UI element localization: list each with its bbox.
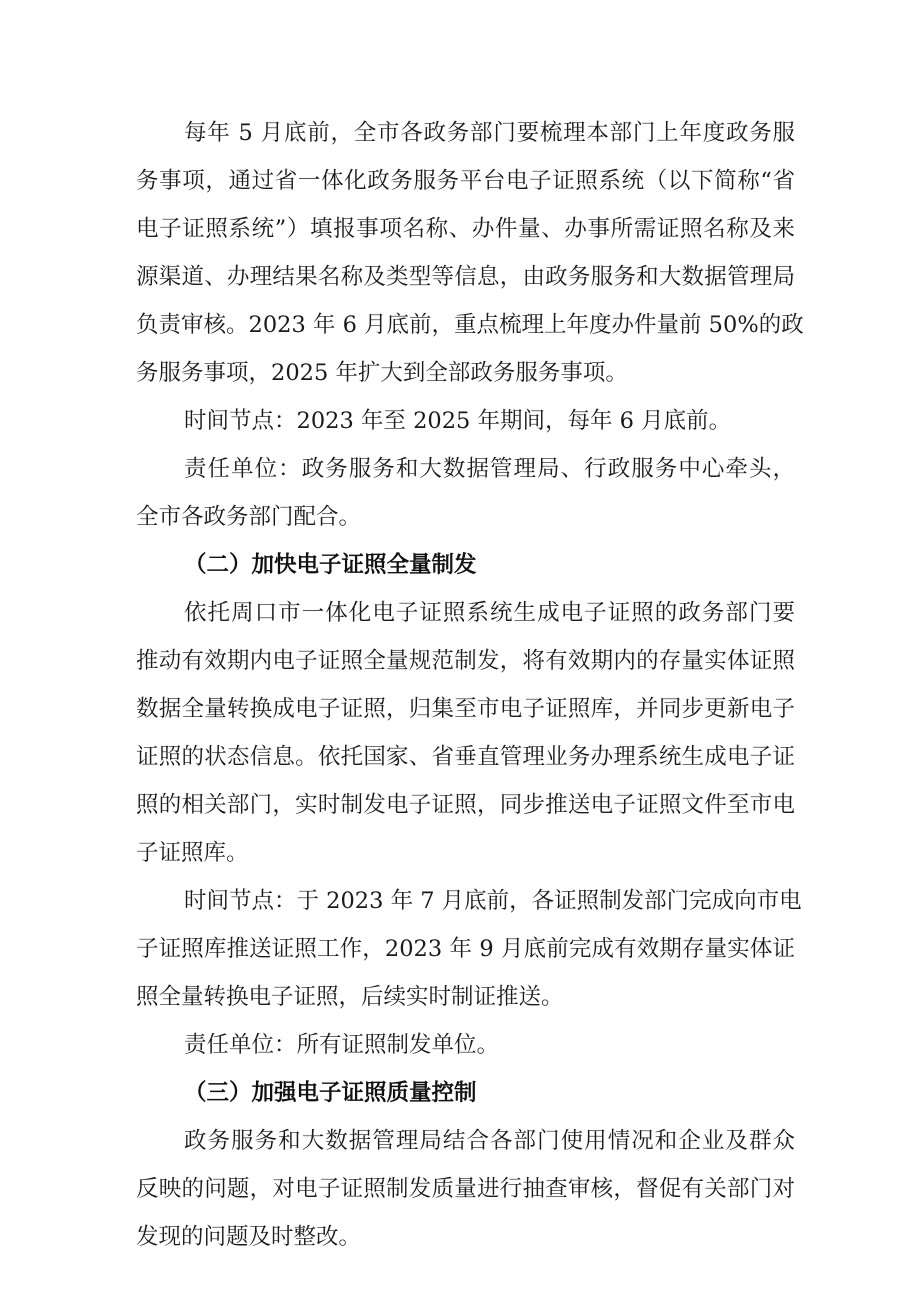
paragraph-line: 电子证照系统”）填报事项名称、办件量、办事所需证照名称及来 — [136, 216, 795, 242]
paragraph-line: 发现的问题及时整改。 — [136, 1224, 362, 1250]
responsible-unit-text: 责任单位：所有证照制发单位。 — [184, 1032, 500, 1058]
paragraph-line: 依托周口市一体化电子证照系统生成电子证照的政务部门要 — [184, 600, 795, 626]
paragraph-line: 子证照库。 — [136, 840, 249, 866]
paragraph-line: 推动有效期内电子证照全量规范制发，将有效期内的存量实体证照 — [136, 648, 795, 674]
time-node-text: 照全量转换电子证照，后续实时制证推送。 — [136, 984, 564, 1010]
paragraph-line: 政务服务和大数据管理局结合各部门使用情况和企业及群众 — [184, 1128, 795, 1154]
responsible-unit-text: 责任单位：政务服务和大数据管理局、行政服务中心牵头， — [184, 456, 795, 482]
responsible-unit-text: 全市各政务部门配合。 — [136, 504, 362, 530]
paragraph-line: 照的相关部门，实时制发电子证照，同步推送电子证照文件至市电 — [136, 792, 795, 818]
section-heading: （三）加强电子证照质量控制 — [184, 1080, 477, 1106]
paragraph-line: 反映的问题，对电子证照制发质量进行抽查审核，督促有关部门对 — [136, 1176, 795, 1202]
paragraph-line: 数据全量转换成电子证照，归集至市电子证照库，并同步更新电子 — [136, 696, 795, 722]
time-node-text: 子证照库推送证照工作，2023 年 9 月底前完成有效期存量实体证 — [136, 936, 795, 962]
section-heading: （二）加快电子证照全量制发 — [184, 552, 477, 578]
paragraph-line: 源渠道、办理结果名称及类型等信息，由政务服务和大数据管理局 — [136, 264, 795, 290]
paragraph-line: 负责审核。2023 年 6 月底前，重点梳理上年度办件量前 50%的政 — [136, 312, 804, 338]
time-node-text: 时间节点：2023 年至 2025 年期间，每年 6 月底前。 — [184, 408, 732, 434]
paragraph-line: 务事项，通过省一体化政务服务平台电子证照系统（以下简称“省 — [136, 168, 795, 194]
paragraph-line: 务服务事项，2025 年扩大到全部政务服务事项。 — [136, 360, 628, 386]
paragraph-line: 每年 5 月底前，全市各政务部门要梳理本部门上年度政务服 — [184, 120, 795, 146]
paragraph-line: 证照的状态信息。依托国家、省垂直管理业务办理系统生成电子证 — [136, 744, 795, 770]
time-node-text: 时间节点：于 2023 年 7 月底前，各证照制发部门完成向市电 — [184, 888, 802, 914]
